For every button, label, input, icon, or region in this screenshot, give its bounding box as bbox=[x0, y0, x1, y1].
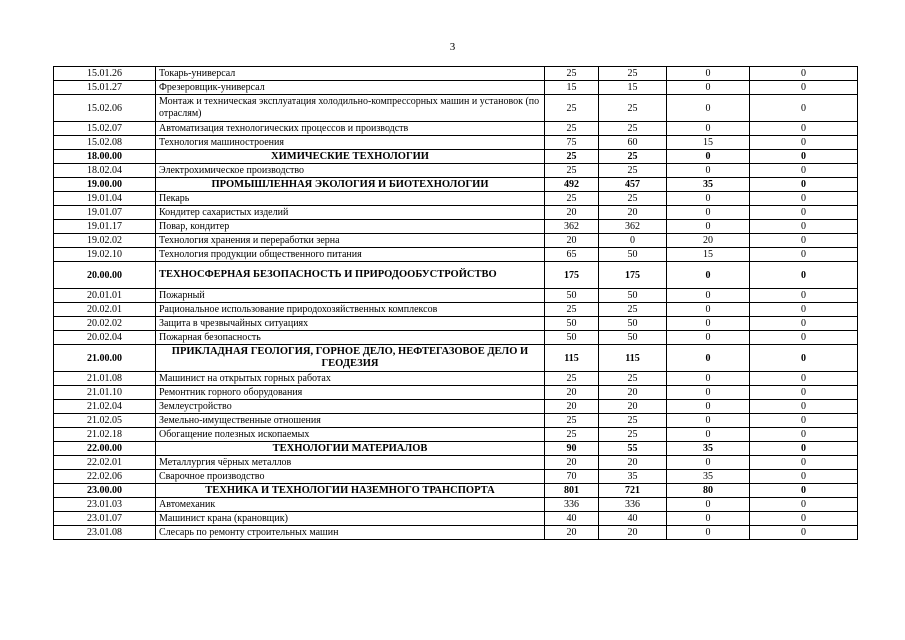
count-total-cell: 492 bbox=[545, 178, 599, 192]
table-row bbox=[54, 81, 858, 95]
count-regional-cell: 0 bbox=[667, 386, 750, 400]
count-total-cell: 20 bbox=[545, 386, 599, 400]
count-other-cell: 0 bbox=[750, 95, 858, 122]
count-budget-cell: 457 bbox=[599, 178, 667, 192]
count-total-cell: 336 bbox=[545, 498, 599, 512]
name-cell: Рациональное использование природохозяйственных комплексов bbox=[156, 303, 545, 317]
count-budget-cell: 25 bbox=[599, 122, 667, 136]
count-budget-cell: 50 bbox=[599, 248, 667, 262]
name-cell: Землеустройство bbox=[156, 400, 545, 414]
code-cell: 15.01.27 bbox=[54, 81, 156, 95]
count-total-cell: 15 bbox=[545, 81, 599, 95]
code-cell: 19.01.07 bbox=[54, 206, 156, 220]
count-total-cell: 20 bbox=[545, 400, 599, 414]
table-row bbox=[54, 414, 858, 428]
count-other-cell: 0 bbox=[750, 234, 858, 248]
code-cell: 23.01.07 bbox=[54, 512, 156, 526]
count-regional-cell: 15 bbox=[667, 136, 750, 150]
count-other-cell: 0 bbox=[750, 414, 858, 428]
code-cell: 22.02.01 bbox=[54, 456, 156, 470]
count-regional-cell: 0 bbox=[667, 206, 750, 220]
count-budget-cell: 25 bbox=[599, 95, 667, 122]
count-total-cell: 70 bbox=[545, 470, 599, 484]
count-total-cell: 25 bbox=[545, 303, 599, 317]
table-row bbox=[54, 136, 858, 150]
count-regional-cell: 0 bbox=[667, 220, 750, 234]
count-other-cell: 0 bbox=[750, 262, 858, 289]
count-total-cell: 20 bbox=[545, 456, 599, 470]
count-regional-cell: 0 bbox=[667, 122, 750, 136]
code-cell: 21.01.08 bbox=[54, 372, 156, 386]
count-budget-cell: 50 bbox=[599, 317, 667, 331]
name-cell: Земельно-имущественные отношения bbox=[156, 414, 545, 428]
count-other-cell: 0 bbox=[750, 428, 858, 442]
count-total-cell: 175 bbox=[545, 262, 599, 289]
count-total-cell: 25 bbox=[545, 67, 599, 81]
table-row bbox=[54, 234, 858, 248]
count-regional-cell: 0 bbox=[667, 303, 750, 317]
count-budget-cell: 175 bbox=[599, 262, 667, 289]
name-cell: Металлургия чёрных металлов bbox=[156, 456, 545, 470]
count-other-cell: 0 bbox=[750, 386, 858, 400]
code-cell: 22.02.06 bbox=[54, 470, 156, 484]
count-other-cell: 0 bbox=[750, 303, 858, 317]
code-cell: 19.02.02 bbox=[54, 234, 156, 248]
count-budget-cell: 55 bbox=[599, 442, 667, 456]
count-regional-cell: 80 bbox=[667, 484, 750, 498]
count-budget-cell: 25 bbox=[599, 164, 667, 178]
count-total-cell: 20 bbox=[545, 234, 599, 248]
table-row bbox=[54, 386, 858, 400]
count-other-cell: 0 bbox=[750, 456, 858, 470]
specialties-table bbox=[53, 66, 858, 540]
table-row bbox=[54, 317, 858, 331]
count-regional-cell: 0 bbox=[667, 456, 750, 470]
count-total-cell: 40 bbox=[545, 512, 599, 526]
section-row bbox=[54, 484, 858, 498]
code-cell: 15.01.26 bbox=[54, 67, 156, 81]
count-regional-cell: 0 bbox=[667, 317, 750, 331]
name-cell: Технология продукции общественного питания bbox=[156, 248, 545, 262]
count-regional-cell: 0 bbox=[667, 345, 750, 372]
count-other-cell: 0 bbox=[750, 372, 858, 386]
code-cell: 23.01.03 bbox=[54, 498, 156, 512]
section-row bbox=[54, 262, 858, 289]
table-body bbox=[54, 67, 858, 540]
count-other-cell: 0 bbox=[750, 442, 858, 456]
name-cell: Слесарь по ремонту строительных машин bbox=[156, 526, 545, 540]
table-row bbox=[54, 248, 858, 262]
count-budget-cell: 40 bbox=[599, 512, 667, 526]
count-budget-cell: 20 bbox=[599, 386, 667, 400]
count-total-cell: 75 bbox=[545, 136, 599, 150]
count-regional-cell: 0 bbox=[667, 150, 750, 164]
count-other-cell: 0 bbox=[750, 317, 858, 331]
code-cell: 21.01.10 bbox=[54, 386, 156, 400]
count-other-cell: 0 bbox=[750, 192, 858, 206]
count-total-cell: 25 bbox=[545, 372, 599, 386]
count-total-cell: 25 bbox=[545, 122, 599, 136]
name-cell: Пожарная безопасность bbox=[156, 331, 545, 345]
count-budget-cell: 362 bbox=[599, 220, 667, 234]
count-other-cell: 0 bbox=[750, 220, 858, 234]
count-regional-cell: 35 bbox=[667, 442, 750, 456]
count-budget-cell: 115 bbox=[599, 345, 667, 372]
name-cell: Монтаж и техническая эксплуатация холодильно-компрессорных машин и установок (по отраслям) bbox=[156, 95, 545, 122]
table-row bbox=[54, 400, 858, 414]
count-budget-cell: 15 bbox=[599, 81, 667, 95]
count-other-cell: 0 bbox=[750, 178, 858, 192]
count-regional-cell: 35 bbox=[667, 470, 750, 484]
count-other-cell: 0 bbox=[750, 67, 858, 81]
name-cell: Фрезеровщик-универсал bbox=[156, 81, 545, 95]
count-regional-cell: 0 bbox=[667, 428, 750, 442]
count-regional-cell: 0 bbox=[667, 262, 750, 289]
code-cell: 18.00.00 bbox=[54, 150, 156, 164]
table-row bbox=[54, 220, 858, 234]
count-other-cell: 0 bbox=[750, 498, 858, 512]
table-row bbox=[54, 372, 858, 386]
table-row bbox=[54, 526, 858, 540]
name-cell: ХИМИЧЕСКИЕ ТЕХНОЛОГИИ bbox=[156, 150, 545, 164]
table-row bbox=[54, 206, 858, 220]
code-cell: 19.00.00 bbox=[54, 178, 156, 192]
code-cell: 15.02.07 bbox=[54, 122, 156, 136]
name-cell: Обогащение полезных ископаемых bbox=[156, 428, 545, 442]
name-cell: Автомеханик bbox=[156, 498, 545, 512]
count-total-cell: 801 bbox=[545, 484, 599, 498]
name-cell: Пекарь bbox=[156, 192, 545, 206]
code-cell: 19.02.10 bbox=[54, 248, 156, 262]
table-row bbox=[54, 303, 858, 317]
count-other-cell: 0 bbox=[750, 484, 858, 498]
count-budget-cell: 25 bbox=[599, 303, 667, 317]
table-row bbox=[54, 67, 858, 81]
count-other-cell: 0 bbox=[750, 470, 858, 484]
code-cell: 19.01.17 bbox=[54, 220, 156, 234]
count-budget-cell: 25 bbox=[599, 67, 667, 81]
table-row bbox=[54, 164, 858, 178]
count-regional-cell: 0 bbox=[667, 414, 750, 428]
count-total-cell: 50 bbox=[545, 331, 599, 345]
count-budget-cell: 20 bbox=[599, 400, 667, 414]
table-row bbox=[54, 289, 858, 303]
name-cell: Кондитер сахаристых изделий bbox=[156, 206, 545, 220]
count-total-cell: 25 bbox=[545, 95, 599, 122]
count-budget-cell: 20 bbox=[599, 526, 667, 540]
count-regional-cell: 15 bbox=[667, 248, 750, 262]
count-budget-cell: 20 bbox=[599, 206, 667, 220]
code-cell: 15.02.06 bbox=[54, 95, 156, 122]
name-cell: ПРОМЫШЛЕННАЯ ЭКОЛОГИЯ И БИОТЕХНОЛОГИИ bbox=[156, 178, 545, 192]
code-cell: 21.02.05 bbox=[54, 414, 156, 428]
count-budget-cell: 0 bbox=[599, 234, 667, 248]
code-cell: 19.01.04 bbox=[54, 192, 156, 206]
count-other-cell: 0 bbox=[750, 136, 858, 150]
count-regional-cell: 35 bbox=[667, 178, 750, 192]
name-cell: Пожарный bbox=[156, 289, 545, 303]
code-cell: 20.02.02 bbox=[54, 317, 156, 331]
code-cell: 20.02.01 bbox=[54, 303, 156, 317]
code-cell: 15.02.08 bbox=[54, 136, 156, 150]
name-cell: ПРИКЛАДНАЯ ГЕОЛОГИЯ, ГОРНОЕ ДЕЛО, НЕФТЕГАЗОВОЕ ДЕЛО И ГЕОДЕЗИЯ bbox=[156, 345, 545, 372]
count-total-cell: 25 bbox=[545, 428, 599, 442]
section-row bbox=[54, 150, 858, 164]
count-other-cell: 0 bbox=[750, 122, 858, 136]
count-total-cell: 90 bbox=[545, 442, 599, 456]
name-cell: Технология машиностроения bbox=[156, 136, 545, 150]
count-budget-cell: 25 bbox=[599, 372, 667, 386]
table-row bbox=[54, 498, 858, 512]
count-regional-cell: 0 bbox=[667, 400, 750, 414]
count-other-cell: 0 bbox=[750, 81, 858, 95]
name-cell: Токарь-универсал bbox=[156, 67, 545, 81]
count-regional-cell: 0 bbox=[667, 331, 750, 345]
name-cell: ТЕХНИКА И ТЕХНОЛОГИИ НАЗЕМНОГО ТРАНСПОРТА bbox=[156, 484, 545, 498]
name-cell: ТЕХНОЛОГИИ МАТЕРИАЛОВ bbox=[156, 442, 545, 456]
count-total-cell: 115 bbox=[545, 345, 599, 372]
count-total-cell: 25 bbox=[545, 414, 599, 428]
name-cell: Электрохимическое производство bbox=[156, 164, 545, 178]
table-row bbox=[54, 512, 858, 526]
table-row bbox=[54, 122, 858, 136]
table-row bbox=[54, 428, 858, 442]
count-total-cell: 50 bbox=[545, 289, 599, 303]
name-cell: Ремонтник горного оборудования bbox=[156, 386, 545, 400]
code-cell: 20.00.00 bbox=[54, 262, 156, 289]
count-budget-cell: 50 bbox=[599, 289, 667, 303]
count-total-cell: 362 bbox=[545, 220, 599, 234]
count-other-cell: 0 bbox=[750, 345, 858, 372]
count-budget-cell: 25 bbox=[599, 150, 667, 164]
code-cell: 18.02.04 bbox=[54, 164, 156, 178]
count-regional-cell: 0 bbox=[667, 372, 750, 386]
table-row bbox=[54, 192, 858, 206]
table-row bbox=[54, 95, 858, 122]
name-cell: Автоматизация технологических процессов и производств bbox=[156, 122, 545, 136]
count-regional-cell: 0 bbox=[667, 526, 750, 540]
count-budget-cell: 25 bbox=[599, 192, 667, 206]
name-cell: Защита в чрезвычайных ситуациях bbox=[156, 317, 545, 331]
count-budget-cell: 50 bbox=[599, 331, 667, 345]
count-budget-cell: 336 bbox=[599, 498, 667, 512]
count-budget-cell: 721 bbox=[599, 484, 667, 498]
code-cell: 20.02.04 bbox=[54, 331, 156, 345]
count-other-cell: 0 bbox=[750, 331, 858, 345]
count-regional-cell: 0 bbox=[667, 192, 750, 206]
count-regional-cell: 0 bbox=[667, 164, 750, 178]
count-total-cell: 50 bbox=[545, 317, 599, 331]
name-cell: Машинист крана (крановщик) bbox=[156, 512, 545, 526]
code-cell: 20.01.01 bbox=[54, 289, 156, 303]
page-number: 3 bbox=[449, 41, 456, 53]
count-total-cell: 25 bbox=[545, 150, 599, 164]
section-row bbox=[54, 178, 858, 192]
count-budget-cell: 20 bbox=[599, 456, 667, 470]
count-total-cell: 20 bbox=[545, 526, 599, 540]
count-total-cell: 25 bbox=[545, 192, 599, 206]
code-cell: 21.02.18 bbox=[54, 428, 156, 442]
table-row bbox=[54, 470, 858, 484]
count-regional-cell: 0 bbox=[667, 67, 750, 81]
count-other-cell: 0 bbox=[750, 164, 858, 178]
count-budget-cell: 60 bbox=[599, 136, 667, 150]
name-cell: Сварочное производство bbox=[156, 470, 545, 484]
count-other-cell: 0 bbox=[750, 400, 858, 414]
count-other-cell: 0 bbox=[750, 512, 858, 526]
count-budget-cell: 35 bbox=[599, 470, 667, 484]
section-row bbox=[54, 345, 858, 372]
code-cell: 21.00.00 bbox=[54, 345, 156, 372]
count-regional-cell: 0 bbox=[667, 289, 750, 303]
name-cell: Машинист на открытых горных работах bbox=[156, 372, 545, 386]
count-other-cell: 0 bbox=[750, 150, 858, 164]
count-total-cell: 65 bbox=[545, 248, 599, 262]
count-other-cell: 0 bbox=[750, 526, 858, 540]
count-regional-cell: 0 bbox=[667, 81, 750, 95]
count-budget-cell: 25 bbox=[599, 414, 667, 428]
count-total-cell: 25 bbox=[545, 164, 599, 178]
name-cell: ТЕХНОСФЕРНАЯ БЕЗОПАСНОСТЬ И ПРИРОДООБУСТРОЙСТВО bbox=[156, 262, 545, 289]
count-regional-cell: 0 bbox=[667, 498, 750, 512]
code-cell: 23.01.08 bbox=[54, 526, 156, 540]
count-budget-cell: 25 bbox=[599, 428, 667, 442]
code-cell: 22.00.00 bbox=[54, 442, 156, 456]
section-row bbox=[54, 442, 858, 456]
count-other-cell: 0 bbox=[750, 289, 858, 303]
count-other-cell: 0 bbox=[750, 206, 858, 220]
code-cell: 23.00.00 bbox=[54, 484, 156, 498]
count-regional-cell: 0 bbox=[667, 512, 750, 526]
count-other-cell: 0 bbox=[750, 248, 858, 262]
count-regional-cell: 20 bbox=[667, 234, 750, 248]
table-row bbox=[54, 456, 858, 470]
count-regional-cell: 0 bbox=[667, 95, 750, 122]
name-cell: Повар, кондитер bbox=[156, 220, 545, 234]
name-cell: Технология хранения и переработки зерна bbox=[156, 234, 545, 248]
code-cell: 21.02.04 bbox=[54, 400, 156, 414]
count-total-cell: 20 bbox=[545, 206, 599, 220]
table-row bbox=[54, 331, 858, 345]
